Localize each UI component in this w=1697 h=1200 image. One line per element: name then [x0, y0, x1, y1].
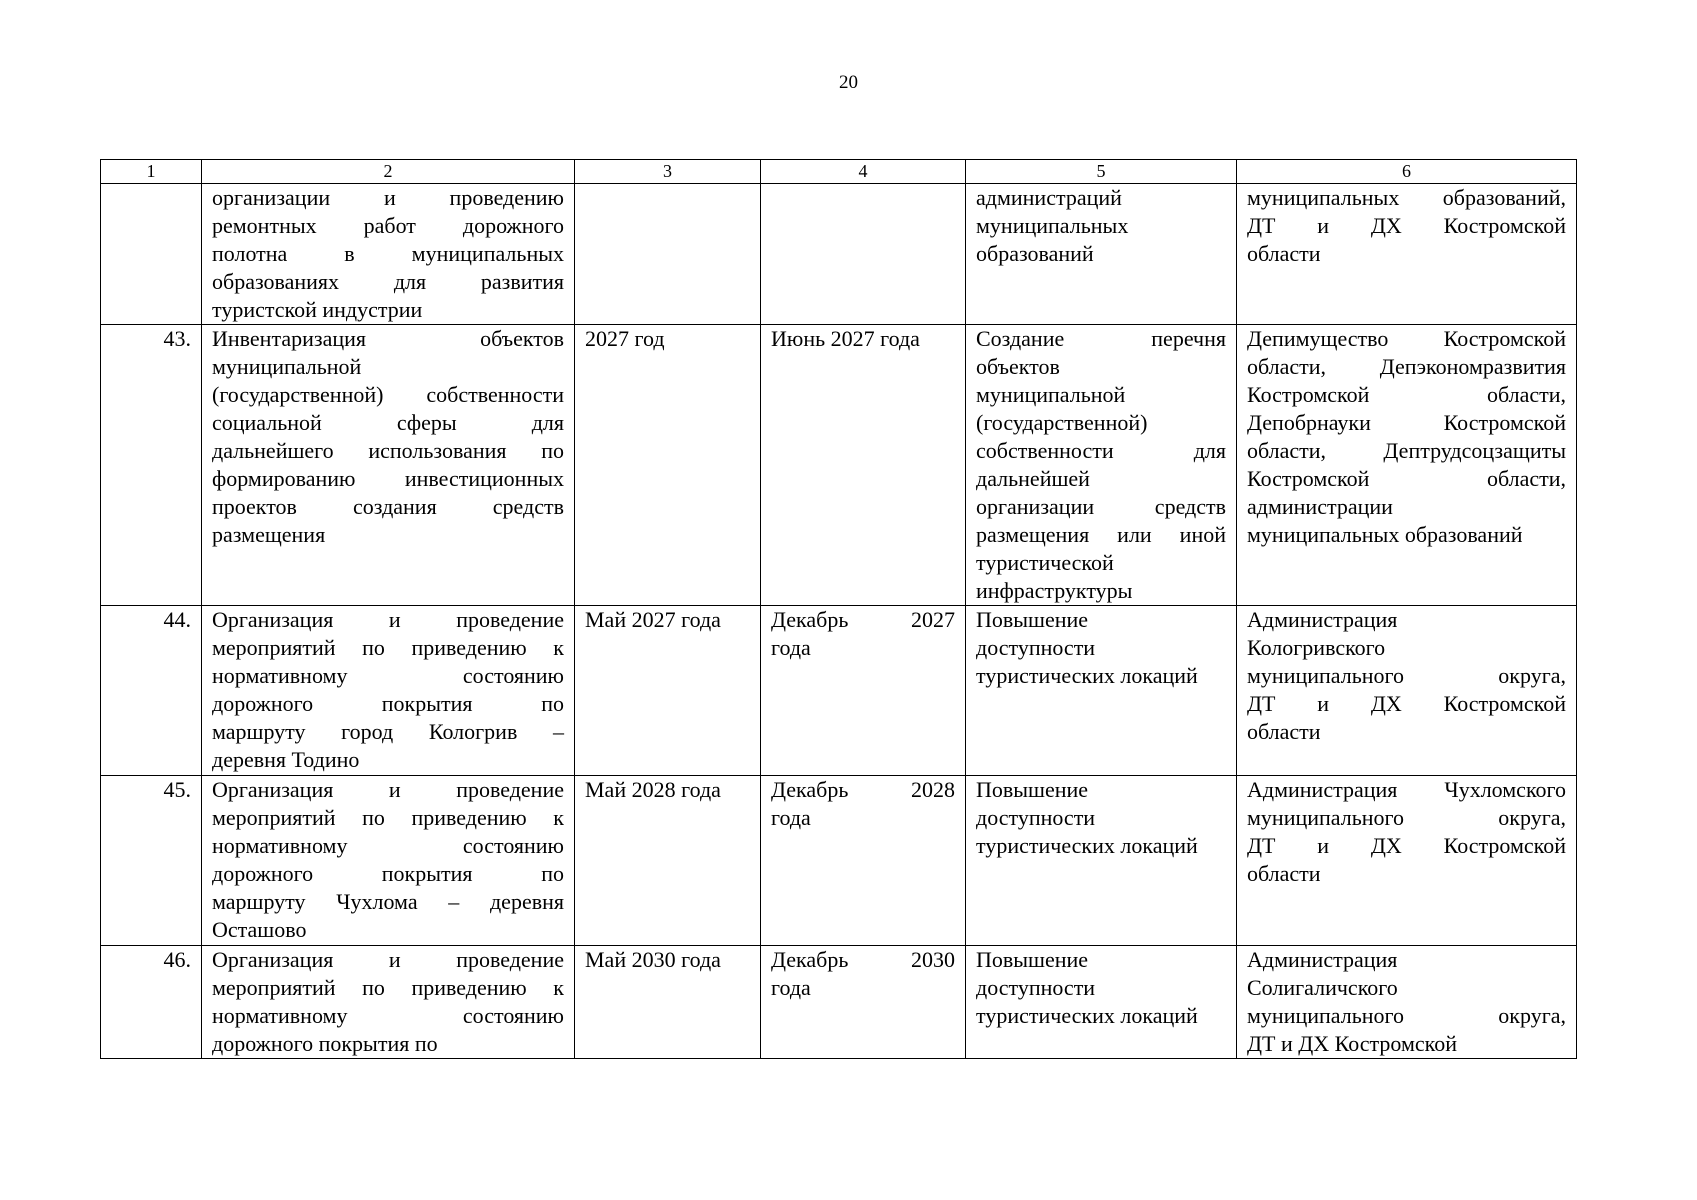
cell-text-line: социальной сферы для [212, 410, 564, 435]
responsible-cell [1237, 325, 1577, 606]
cell-text-line: собственности для [976, 438, 1226, 463]
event-cell [202, 946, 575, 1059]
cell-text-line: ДТ и ДХ Костромской [1247, 833, 1566, 858]
responsible-cell [1237, 606, 1577, 776]
column-header-1: 1 [101, 160, 202, 184]
event-cell [202, 325, 575, 606]
cell-text-line: Декабрь 2030 [771, 947, 955, 972]
cell-text-line: муниципальных образований, [1247, 185, 1566, 210]
cell-text-line: Декабрь 2027 [771, 607, 955, 632]
cell-text-line: Повышение [976, 777, 1089, 802]
cell-text-line: ДТ и ДХ Костромской [1247, 1031, 1457, 1056]
cell-text-line: Организация и проведение [212, 777, 564, 802]
cell-text-line: Солигаличского [1247, 975, 1398, 1000]
cell-text-line: ДТ и ДХ Костромской [1247, 213, 1566, 238]
cell-text-line: области, Дептрудсоцзащиты [1247, 438, 1566, 463]
cell-text-line: туристических локаций [976, 1003, 1198, 1028]
cell-text-line: года [771, 975, 811, 1000]
cell-text-line: Костромской области, [1247, 466, 1566, 491]
row-number-cell: 46. [101, 946, 202, 1059]
cell-text-line: инфраструктуры [976, 578, 1133, 603]
result-cell [966, 184, 1237, 325]
cell-text-line: муниципального округа, [1247, 805, 1566, 830]
cell-text-line: туристических локаций [976, 833, 1198, 858]
cell-text-line: образований [976, 241, 1094, 266]
responsible-cell [1237, 184, 1577, 325]
cell-text-line: Декабрь 2028 [771, 777, 955, 802]
row-number-cell: 43. [101, 325, 202, 606]
cell-text-line: туристической [976, 550, 1114, 575]
cell-text-line: размещения или иной [976, 522, 1226, 547]
cell-text-line: деревня Тодино [212, 747, 360, 772]
column-header-3: 3 [575, 160, 761, 184]
cell-text-line: доступности [976, 805, 1096, 830]
cell-text-line: мероприятий по приведению к [212, 975, 564, 1000]
cell-text-line: Осташово [212, 917, 307, 942]
end-date-cell [761, 325, 966, 606]
cell-text-line: Повышение [976, 947, 1089, 972]
cell-text-line: Костромской области, [1247, 382, 1566, 407]
responsible-cell [1237, 946, 1577, 1059]
cell-text-line: дорожного покрытия по [212, 1031, 438, 1056]
cell-text-line: объектов [976, 354, 1060, 379]
row-number-cell [101, 184, 202, 325]
cell-text-line: Администрация [1247, 607, 1398, 632]
table-row [101, 606, 1577, 776]
cell-text-line: мероприятий по приведению к [212, 805, 564, 830]
start-date-cell [575, 184, 761, 325]
cell-text-line: Администрация Чухломского [1247, 777, 1566, 802]
column-header-4: 4 [761, 160, 966, 184]
cell-text-line: нормативному состоянию [212, 663, 564, 688]
cell-text-line: (государственной) [976, 410, 1148, 435]
cell-text-line: года [771, 805, 811, 830]
cell-text-line: нормативному состоянию [212, 1003, 564, 1028]
cell-text-line: маршруту город Кологрив – [212, 719, 564, 744]
cell-text-line: муниципальных [976, 213, 1129, 238]
cell-text-line: полотна в муниципальных [212, 241, 564, 266]
cell-text-line: области [1247, 241, 1321, 266]
cell-text-line: дорожного покрытия по [212, 691, 564, 716]
cell-text-line: проектов создания средств [212, 494, 564, 519]
start-date-cell [575, 946, 761, 1059]
cell-text-line: Май 2030 года [585, 947, 721, 972]
cell-text-line: маршруту Чухлома – деревня [212, 889, 564, 914]
cell-text-line: дальнейшей [976, 466, 1090, 491]
cell-text-line: (государственной) собственности [212, 382, 564, 407]
cell-text-line: дорожного покрытия по [212, 861, 564, 886]
cell-text-line: нормативному состоянию [212, 833, 564, 858]
cell-text-line: Инвентаризация объектов [212, 326, 564, 351]
cell-text-line: Май 2028 года [585, 777, 721, 802]
cell-text-line: формированию инвестиционных [212, 466, 564, 491]
cell-text-line: организации средств [976, 494, 1226, 519]
start-date-cell [575, 606, 761, 776]
cell-text-line: Администрация [1247, 947, 1398, 972]
table-row [101, 325, 1577, 606]
cell-text-line: области [1247, 861, 1321, 886]
cell-text-line: администраций [976, 185, 1122, 210]
start-date-cell [575, 325, 761, 606]
cell-text-line: Май 2027 года [585, 607, 721, 632]
cell-text-line: Организация и проведение [212, 607, 564, 632]
cell-text-line: области [1247, 719, 1321, 744]
table-row-continuation [101, 184, 1577, 325]
result-cell [966, 325, 1237, 606]
cell-text-line: туристических локаций [976, 663, 1198, 688]
start-date-cell [575, 776, 761, 946]
cell-text-line: Депимущество Костромской [1247, 326, 1566, 351]
cell-text-line: ремонтных работ дорожного [212, 213, 564, 238]
column-number-row [101, 160, 1577, 184]
cell-text-line: ДТ и ДХ Костромской [1247, 691, 1566, 716]
column-header-5: 5 [966, 160, 1237, 184]
table-row [101, 776, 1577, 946]
cell-text-line: муниципальных образований [1247, 522, 1523, 547]
cell-text-line: 2027 год [585, 326, 665, 351]
event-cell [202, 184, 575, 325]
cell-text-line: муниципального округа, [1247, 1003, 1566, 1028]
cell-text-line: образованиях для развития [212, 269, 564, 294]
end-date-cell [761, 606, 966, 776]
end-date-cell [761, 946, 966, 1059]
cell-text-line: Кологривского [1247, 635, 1386, 660]
cell-text-line: муниципального округа, [1247, 663, 1566, 688]
row-number-cell: 45. [101, 776, 202, 946]
cell-text-line: области, Депэкономразвития [1247, 354, 1566, 379]
row-number-cell: 44. [101, 606, 202, 776]
cell-text-line: мероприятий по приведению к [212, 635, 564, 660]
event-cell [202, 776, 575, 946]
action-plan-table [100, 159, 1577, 1059]
cell-text-line: доступности [976, 975, 1096, 1000]
end-date-cell [761, 776, 966, 946]
table-row [101, 946, 1577, 1059]
event-cell [202, 606, 575, 776]
cell-text-line: года [771, 635, 811, 660]
column-header-2: 2 [202, 160, 575, 184]
cell-text-line: Организация и проведение [212, 947, 564, 972]
cell-text-line: Июнь 2027 года [771, 326, 920, 351]
cell-text-line: дальнейшего использования по [212, 438, 564, 463]
cell-text-line: муниципальной [212, 354, 362, 379]
responsible-cell [1237, 776, 1577, 946]
cell-text-line: туристской индустрии [212, 297, 423, 322]
result-cell [966, 776, 1237, 946]
cell-text-line: размещения [212, 522, 326, 547]
result-cell [966, 946, 1237, 1059]
cell-text-line: Создание перечня [976, 326, 1226, 351]
page-number: 20 [839, 72, 858, 93]
result-cell [966, 606, 1237, 776]
cell-text-line: муниципальной [976, 382, 1126, 407]
end-date-cell [761, 184, 966, 325]
cell-text-line: Депобрнауки Костромской [1247, 410, 1566, 435]
column-header-6: 6 [1237, 160, 1577, 184]
cell-text-line: Повышение [976, 607, 1089, 632]
cell-text-line: доступности [976, 635, 1096, 660]
cell-text-line: организации и проведению [212, 185, 564, 210]
cell-text-line: администрации [1247, 494, 1393, 519]
